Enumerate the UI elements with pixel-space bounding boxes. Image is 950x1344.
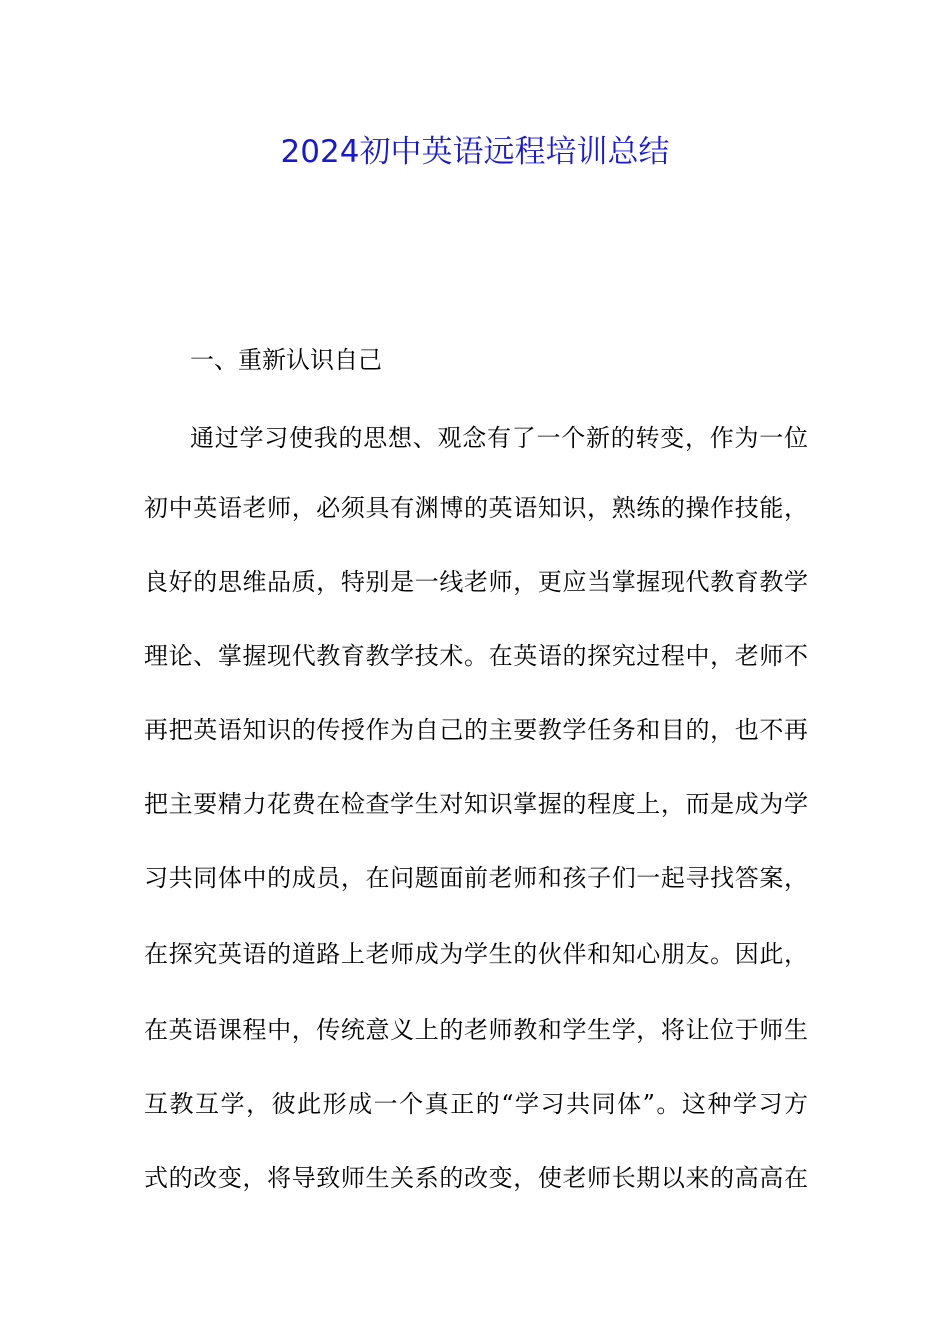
paragraph-line-1: 通过学习使我的思想、观念有了一个新的转变，作为一位 [190, 424, 808, 452]
paragraph-line-10: 互教互学，彼此形成一个真正的“学习共同体”。这种学习方 [144, 1090, 808, 1118]
paragraph-line-8: 在探究英语的道路上老师成为学生的伙伴和知心朋友。因此， [144, 940, 808, 968]
paragraph-line-9: 在英语课程中，传统意义上的老师教和学生学，将让位于师生 [144, 1016, 808, 1044]
paragraph-line-7: 习共同体中的成员，在问题面前老师和孩子们一起寻找答案， [144, 864, 808, 892]
paragraph-line-6: 把主要精力花费在检查学生对知识掌握的程度上，而是成为学 [144, 790, 808, 818]
paragraph-line-5: 再把英语知识的传授作为自己的主要教学任务和目的，也不再 [144, 716, 808, 744]
paragraph-line-4: 理论、掌握现代教育教学技术。在英语的探究过程中，老师不 [144, 642, 808, 670]
document-title: 2024初中英语远程培训总结 [280, 134, 670, 170]
paragraph-line-3: 良好的思维品质，特别是一线老师，更应当掌握现代教育教学 [144, 568, 808, 596]
paragraph-line-2: 初中英语老师，必须具有渊博的英语知识，熟练的操作技能， [144, 494, 808, 522]
paragraph-line-11: 式的改变，将导致师生关系的改变，使老师长期以来的高高在 [144, 1164, 808, 1192]
section-heading: 一、重新认识自己 [190, 346, 382, 374]
